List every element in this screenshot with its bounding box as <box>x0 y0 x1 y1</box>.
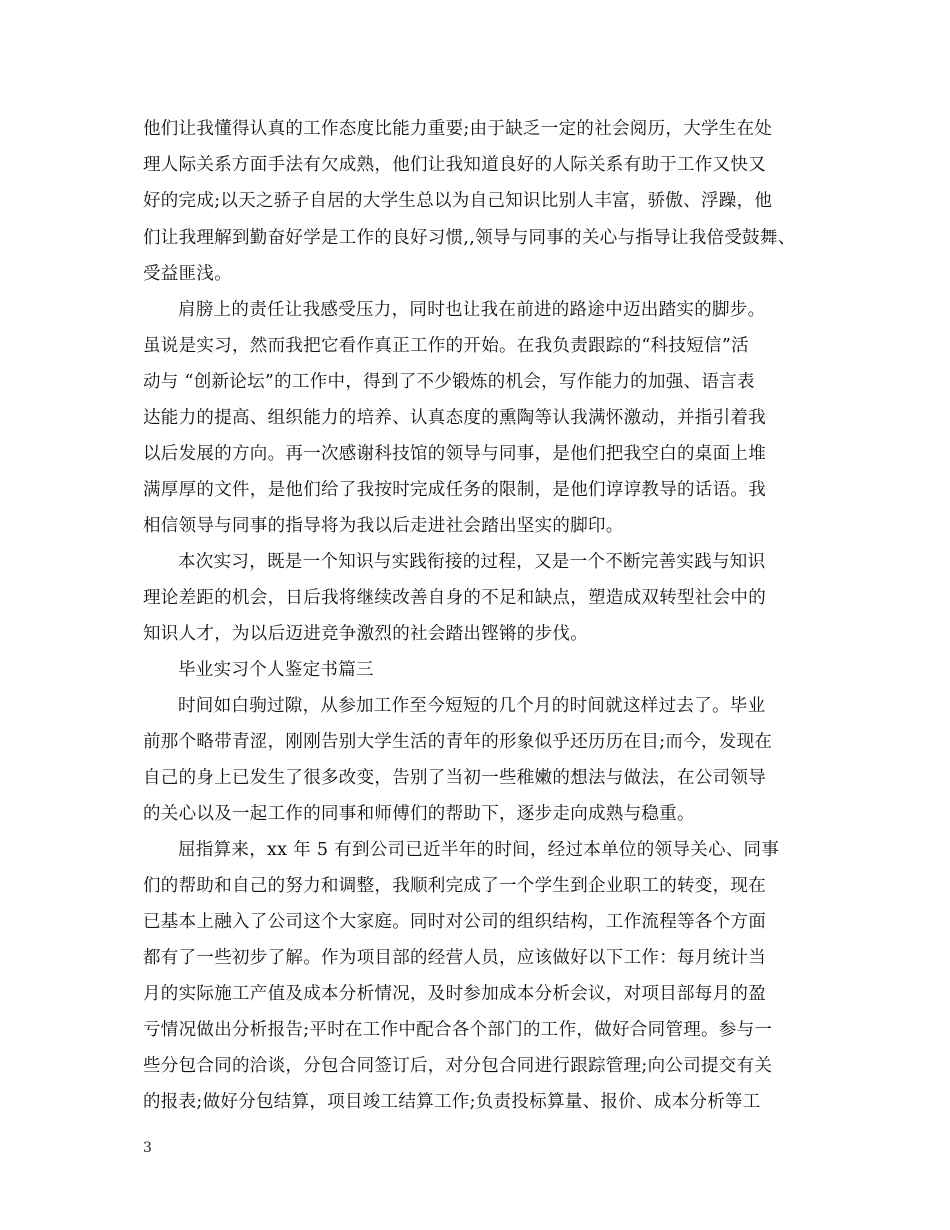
text-line: 都有了一些初步了解。作为项目部的经营人员，应该做好以下工作：每月统计当 <box>143 948 766 968</box>
text-line: 的报表;做好分包结算，项目竣工结算工作;负责投标算量、报价、成本分析等工 <box>143 1092 761 1112</box>
text-line: 动与 “创新论坛”的工作中，得到了不少锻炼的机会，写作能力的加强、语言表 <box>143 372 755 392</box>
text-line: 好的完成;以天之骄子自居的大学生总以为自己知识比别人丰富，骄傲、浮躁，他 <box>143 191 773 211</box>
text-line: 虽说是实习，然而我把它看作真正工作的开始。在我负责跟踪的“科技短信”活 <box>143 336 749 356</box>
text-line: 相信领导与同事的指导将为我以后走进社会踏出坚实的脚印。 <box>143 516 624 536</box>
text-line: 理论差距的机会，日后我将继续改善自身的不足和缺点，塑造成双转型社会中的 <box>143 588 766 608</box>
text-line: 受益匪浅。 <box>143 264 232 284</box>
page-number: 3 <box>143 1140 152 1156</box>
text-line: 前那个略带青涩，刚刚告别大学生活的青年的形象似乎还历历在目;而今，发现在 <box>143 732 773 752</box>
paragraph-first-line: 本次实习，既是一个知识与实践衔接的过程，又是一个不断完善实践与知识 <box>178 552 766 572</box>
text-line: 的关心以及一起工作的同事和师傅们的帮助下，逐步走向成熟与稳重。 <box>143 804 695 824</box>
text-line: 他们让我懂得认真的工作态度比能力重要;由于缺乏一定的社会阅历，大学生在处 <box>143 119 773 139</box>
text-line: 自己的身上已发生了很多改变，告别了当初一些稚嫩的想法与做法，在公司领导 <box>143 768 766 788</box>
text-line: 理人际关系方面手法有欠成熟，他们让我知道良好的人际关系有助于工作又快又 <box>143 155 766 175</box>
text-line: 亏情况做出分析报告;平时在工作中配合各个部门的工作，做好合同管理。参与一 <box>143 1020 773 1040</box>
text-line: 们的帮助和自己的努力和调整，我顺利完成了一个学生到企业职工的转变，现在 <box>143 876 766 896</box>
text-line: 月的实际施工产值及成本分析情况，及时参加成本分析会议，对项目部每月的盈 <box>143 984 766 1004</box>
text-line: 知识人才，为以后迈进竞争激烈的社会踏出铿锵的步伐。 <box>143 624 588 644</box>
paragraph-first-line: 时间如白驹过隙，从参加工作至今短短的几个月的时间就这样过去了。毕业 <box>178 696 766 716</box>
text-line: 满厚厚的文件，是他们给了我按时完成任务的限制，是他们谆谆教导的话语。我 <box>143 480 766 500</box>
text-line: 些分包合同的洽谈，分包合同签订后，对分包合同进行跟踪管理;向公司提交有关 <box>143 1056 773 1076</box>
paragraph-first-line: 肩膀上的责任让我感受压力，同时也让我在前进的路途中迈出踏实的脚步。 <box>178 300 766 320</box>
section-heading: 毕业实习个人鉴定书篇三 <box>178 660 374 680</box>
text-line: 们让我理解到勤奋好学是工作的良好习惯,,领导与同事的关心与指导让我倍受鼓舞、 <box>143 228 796 248</box>
paragraph-first-line: 屈指算来，xx 年 5 有到公司已近半年的时间，经过本单位的领导关心、同事 <box>178 840 780 860</box>
text-line: 以后发展的方向。再一次感谢科技馆的领导与同事，是他们把我空白的桌面上堆 <box>143 444 766 464</box>
text-line: 已基本上融入了公司这个大家庭。同时对公司的组织结构，工作流程等各个方面 <box>143 912 766 932</box>
text-line: 达能力的提高、组织能力的培养、认真态度的熏陶等认我满怀激动，并指引着我 <box>143 408 766 428</box>
